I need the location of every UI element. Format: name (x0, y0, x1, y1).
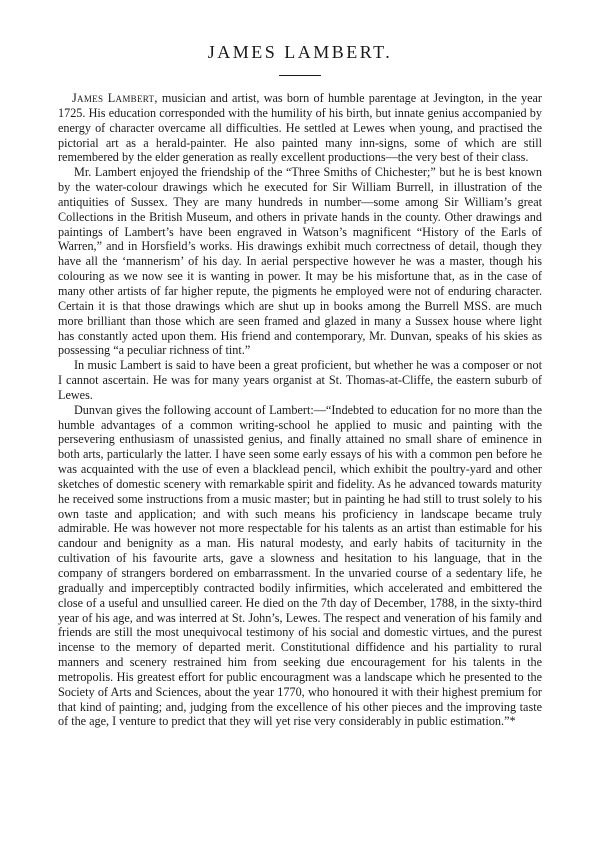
title-divider (279, 75, 321, 76)
paragraph-2-text: Mr. Lambert enjoyed the friendship of the “Three Smiths of Chichester;” but he is best known by the water-colour drawings which he executed for Sir William Burrell, in illustration of the antiquities of Sussex. They are many hundreds in number—some among Sir William’s great Collections in the British Museum, and others in private hands in the county. Other drawings and paintings of Lambert’s have been engraved in Watson’s magnificent “History of the Earls of Warren,” and in Horsfield’s works. His drawings exhibit much correctness of detail, though they have all the ‘mannerism’ of his day. In aerial perspective however he was a master, though his colouring as we now see it is wanting in power. It may be his misfortune that, as in the case of many other artists of far higher repute, the pigments he employed were not of enduring character. Certain it is that those drawings which are shut up in books among the Burrell MSS. are much more brilliant than those which are seen framed and glazed in many a Sussex house where light has constantly acted upon them. His friend and contemporary, Mr. Dunvan, speaks of his skies as possessing “a peculiar richness of tint.” (58, 165, 542, 358)
paragraph-1-lead: James Lambert, (72, 91, 158, 105)
paragraph-3 (58, 358, 542, 403)
page-title: JAMES LAMBERT. (207, 42, 393, 62)
paragraph-1 (58, 91, 542, 165)
paragraph-3-text: In music Lambert is said to have been a great proficient, but whether he was a composer or not I cannot ascertain. He was for many years organist at St. Thomas-at-Cliffe, the eastern suburb of Lewes. (58, 358, 542, 402)
paragraph-1-text: musician and artist, was born of humble parentage at Jevington, in the year 1725. His education corresponded with the humility of his birth, but innate genius accompanied by energy of character overcame all difficulties. He settled at Lewes when young, and practised the pictorial art as a herald-painter. He also painted many inn-signs, some of which are still remembered by the elder generation as really excellent productions—the very best of their class. (58, 91, 542, 165)
paragraph-4-text: Dunvan gives the following account of Lambert:—“Indebted to education for no more than the humble advantages of a common writing-school he applied to music and painting with the persevering enthusiasm of unassisted genius, and finally attained no small share of eminence in both arts, particularly the latter. I have seen some early essays of his with a common pen before he was acquainted with the use of even a blacklead pencil, which exhibit the poultry-yard and other sketches of domestic scenery with remarkable spirit and fidelity. As he advanced towards maturity he received some instructions from a music master; but in painting he had still to trust solely to his own taste and application; and with such means his proficiency in landscape became truly admirable. He was however not more respectable for his talents as an artist than estimable for his candour and benignity as a man. His natural modesty, and early habits of taciturnity in the cultivation of his favourite arts, gave a slowness and hesitation to his language, that in the company of strangers bordered on embarrassment. In the unvaried course of a sedentary life, he gradually and imperceptibly contracted bodily infirmities, which accelerated and embittered the close of a useful and unsullied career. He died on the 7th day of December, 1788, in the sixty-third year of his age, and was interred at St. John’s, Lewes. The respect and veneration of his family and friends are still the most unequivocal testimony of his social and domestic virtues, and the purest incense to the memory of departed merit. Constitutional diffidence and his partiality to rural manners and scenery restrained him from seeking due encouragement for his talents in the metropolis. His greatest effort for public encouragment was a landscape which he presented to the Society of Arts and Sciences, about the year 1770, who honoured it with their highest premium for that kind of painting; and, judging from the excellence of his other pieces and the improving taste of the age, I venture to predict that they will yet rise very considerably in public estimation.”* (58, 402, 542, 729)
paragraph-4 (58, 403, 542, 730)
paragraph-2 (58, 165, 542, 358)
